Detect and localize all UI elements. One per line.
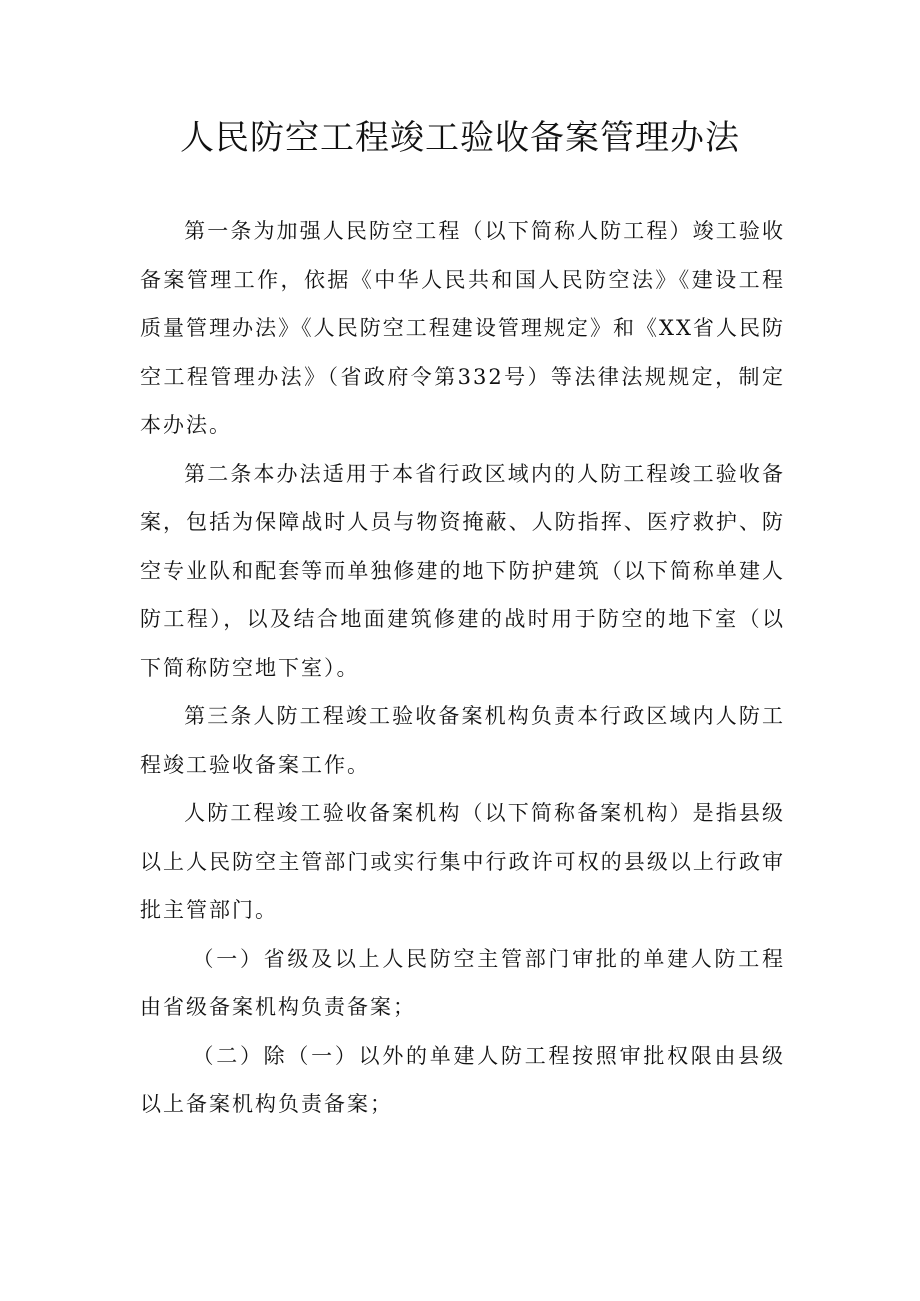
article-1-paragraph: 第一条为加强人民防空工程（以下简称人防工程）竣工验收备案管理工作，依据《中华人民共和国人民防空法》《建设工程质量管理办法》《人民防空工程建设管理规定》和《XX省人民防空工程管理办法》（省政府令第332号）等法律法规规定，制定本办法。 [140, 219, 785, 437]
article-2-paragraph: 第二条本办法适用于本省行政区域内的人防工程竣工验收备案，包括为保障战时人员与物资掩蔽、人防指挥、医疗救护、防空专业队和配套等而单独修建的地下防护建筑（以下简称单建人防工程），以及结合地面建筑修建的战时用于防空的地下室（以下简称防空地下室）。 [140, 461, 785, 680]
document-body [140, 207, 785, 1129]
list-item-2: （二）除（一）以外的单建人防工程按照审批权限由县级以上备案机构负责备案； [140, 1043, 785, 1116]
filing-agency-definition-paragraph: 人防工程竣工验收备案机构（以下简称备案机构）是指县级以上人民防空主管部门或实行集中行政许可权的县级以上行政审批主管部门。 [140, 801, 785, 922]
document-title: 人民防空工程竣工验收备案管理办法 [180, 118, 740, 158]
article-3-paragraph: 第三条人防工程竣工验收备案机构负责本行政区域内人防工程竣工验收备案工作。 [140, 704, 785, 777]
list-item-1: （一）省级及以上人民防空主管部门审批的单建人防工程由省级备案机构负责备案； [140, 946, 785, 1019]
